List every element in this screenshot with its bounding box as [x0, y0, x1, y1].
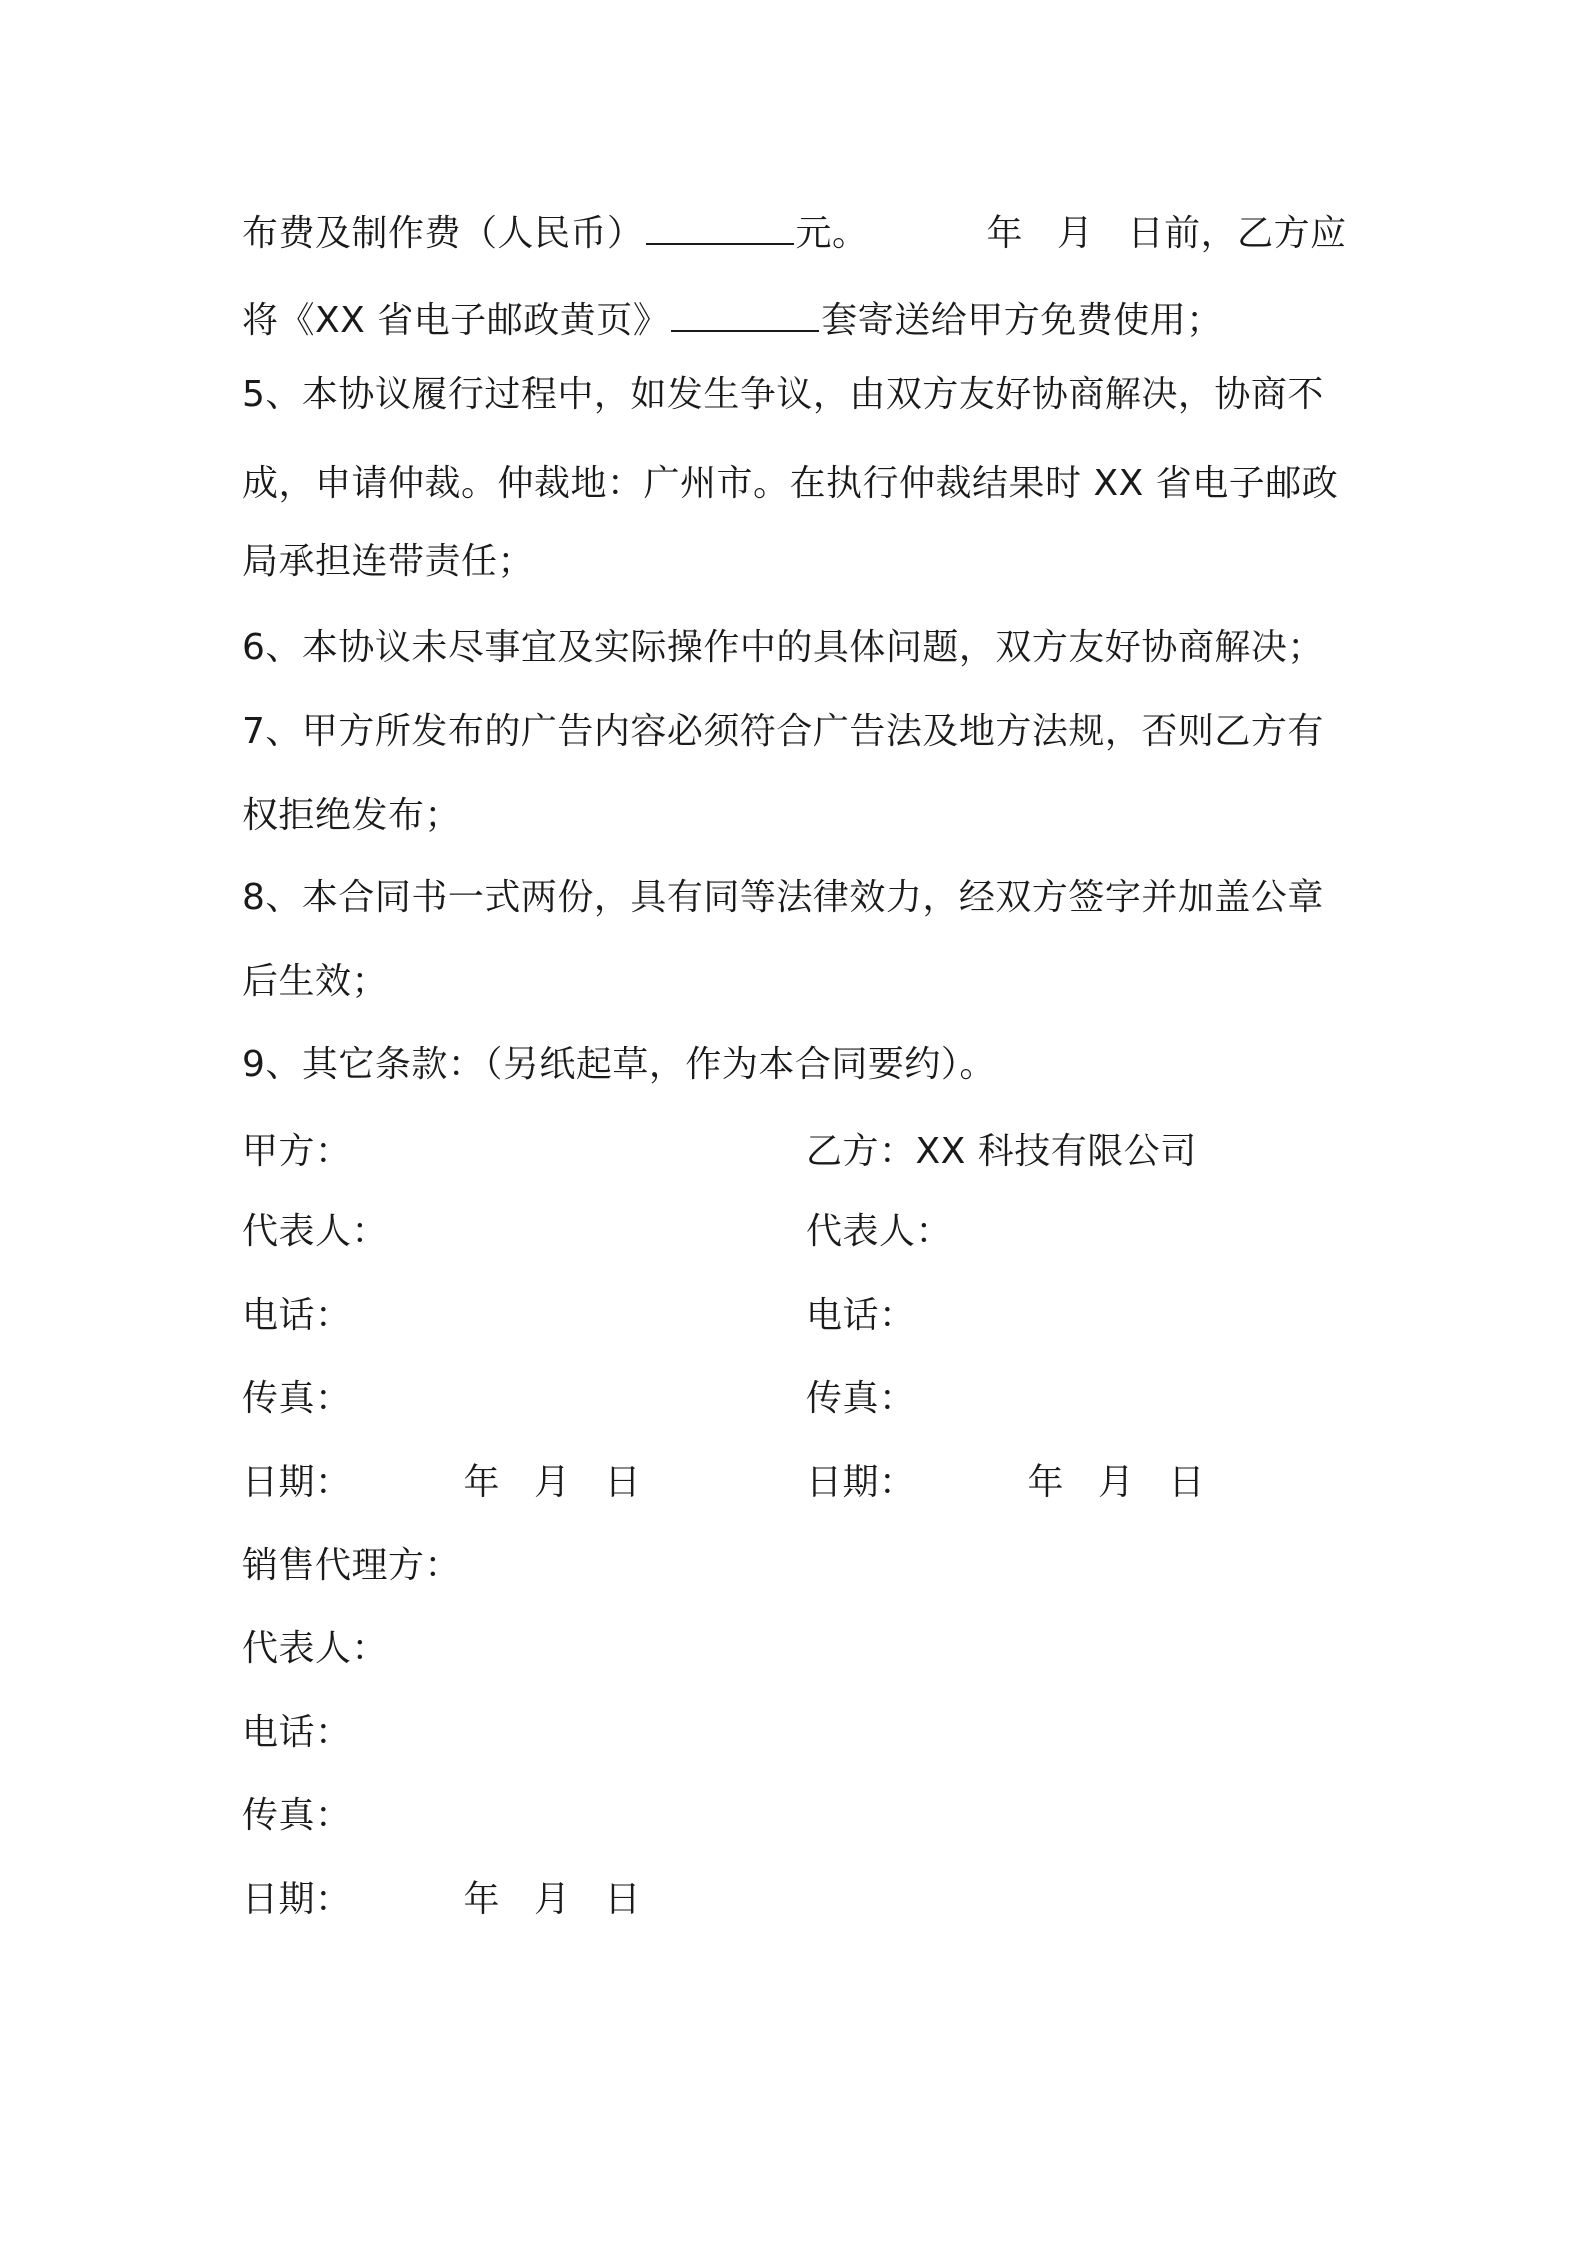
party-a-label: 甲方： [242, 1131, 352, 1172]
party-b-representative: 代表人： [806, 1211, 953, 1252]
yellow-pages-suffix: 套寄送给甲方免费使用； [821, 300, 1223, 341]
fee-line [242, 207, 1347, 256]
party-b-phone: 电话： [806, 1295, 916, 1336]
yellow-pages-line [242, 294, 1223, 343]
clause-5-line-1: 5、本协议履行过程中，如发生争议，由双方友好协商解决，协商不 [242, 374, 1324, 415]
sales-agent-day: 日 [604, 1879, 642, 1920]
clause-9: 9、其它条款：（另纸起草，作为本合同要约）。 [242, 1044, 996, 1085]
clause-5-line-2: 成，申请仲裁。仲裁地：广州市。在执行仲裁结果时 XX 省电子邮政 [242, 463, 1339, 504]
fee-amount-blank [646, 207, 794, 245]
party-a-phone: 电话： [242, 1295, 352, 1336]
sets-blank [671, 294, 819, 332]
clause-7-line-2: 权拒绝发布； [242, 795, 462, 836]
party-a-year: 年 [463, 1462, 501, 1503]
sales-agent-month: 月 [534, 1879, 571, 1920]
party-b-date [806, 1461, 1205, 1505]
fee-day-text: 日前，乙方应 [1127, 213, 1347, 254]
party-b-day: 日 [1168, 1462, 1206, 1503]
party-a-day: 日 [604, 1462, 642, 1503]
sales-agent-date [242, 1878, 641, 1922]
party-b-fax: 传真： [806, 1378, 916, 1419]
party-a-month: 月 [534, 1462, 571, 1503]
clause-5-line-3: 局承担连带责任； [242, 541, 535, 582]
party-a-fax: 传真： [242, 1378, 352, 1419]
clause-8-line-1: 8、本合同书一式两份，具有同等法律效力，经双方签字并加盖公章 [242, 877, 1324, 918]
fee-month: 月 [1057, 213, 1094, 254]
party-b-month: 月 [1098, 1462, 1135, 1503]
clause-8-line-2: 后生效； [242, 961, 389, 1002]
fee-unit: 元。 [795, 213, 869, 254]
clause-6: 6、本协议未尽事宜及实际操作中的具体问题，双方友好协商解决； [242, 627, 1324, 668]
sales-agent-year: 年 [463, 1879, 501, 1920]
party-a-date-label: 日期： [242, 1462, 352, 1503]
sales-agent-fax: 传真： [242, 1795, 352, 1836]
party-a-date [242, 1461, 641, 1505]
yellow-pages-label: 将《XX 省电子邮政黄页》 [242, 300, 670, 341]
party-b-date-label: 日期： [806, 1462, 916, 1503]
sales-agent-representative: 代表人： [242, 1628, 389, 1669]
fee-year: 年 [986, 213, 1024, 254]
sales-agent-phone: 电话： [242, 1712, 352, 1753]
sales-agent-date-label: 日期： [242, 1879, 352, 1920]
party-a-representative: 代表人： [242, 1211, 389, 1252]
fee-label: 布费及制作费（人民币） [242, 213, 644, 254]
party-b-year: 年 [1027, 1462, 1065, 1503]
sales-agent-label: 销售代理方： [242, 1545, 462, 1586]
party-b-label: 乙方：XX 科技有限公司 [806, 1131, 1197, 1172]
clause-7-line-1: 7、甲方所发布的广告内容必须符合广告法及地方法规，否则乙方有 [242, 711, 1324, 752]
